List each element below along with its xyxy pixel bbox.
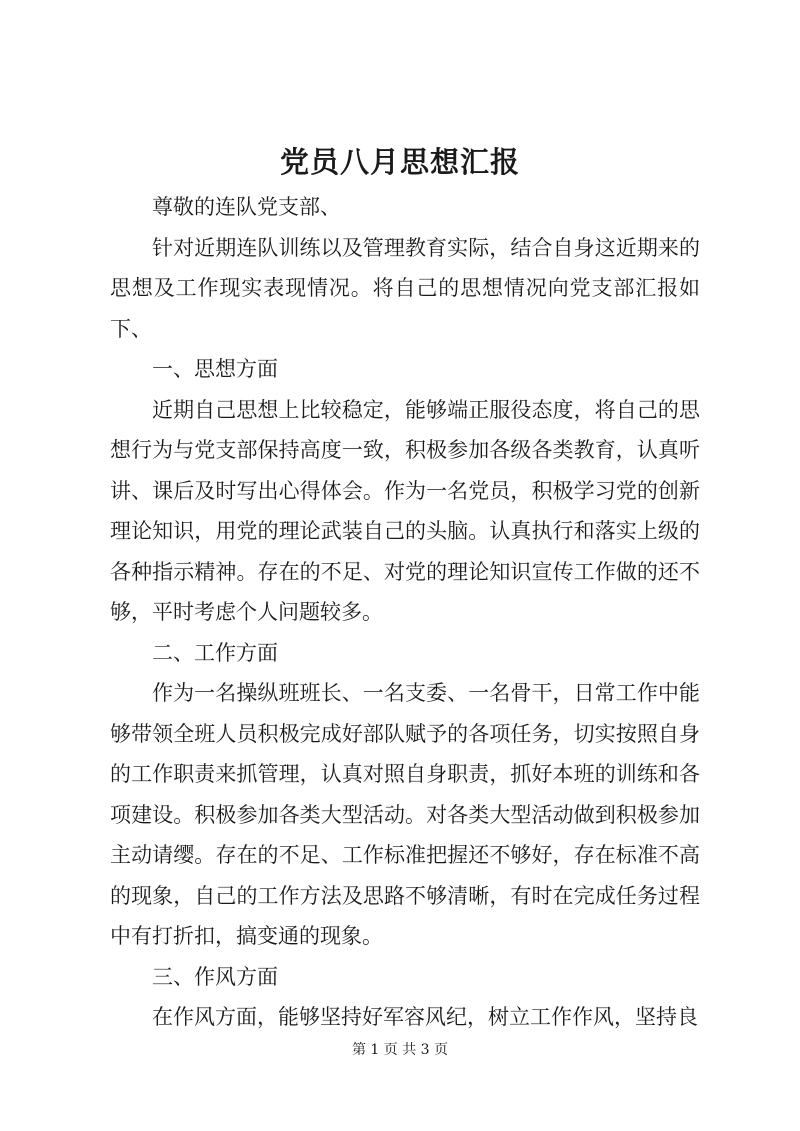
intro-paragraph: 针对近期连队训练以及管理教育实际，结合自身这近期来的思想及工作现实表现情况。将自己的思想情况向党支部汇报如下、 — [110, 235, 700, 341]
style-paragraph: 在作风方面，能够坚持好军容风纪，树立工作作风，坚持良 — [152, 1005, 698, 1029]
page-number-footer: 第 1 页 共 3 页 — [351, 1042, 449, 1058]
salutation: 尊敬的连队党支部、 — [152, 195, 341, 219]
work-paragraph: 作为一名操纵班班长、一名支委、一名骨干，日常工作中能够带领全班人员积极完成好部队赋予的各项任务，切实按照自身的工作职责来抓管理，认真对照自身职责，抓好本班的训练和各项建设。积极参加各类大型活动。对各类大型活动做到积极参加主动请缨。存在的不足、工作标准把握还不够好，存在标准不高的现象，自己的工作方法及思路不够清晰，有时在完成任务过程中有打折扣，搞变通的现象。 — [110, 681, 700, 948]
section-heading-thought: 一、思想方面 — [152, 357, 278, 381]
section-heading-work: 二、工作方面 — [152, 640, 278, 665]
thought-paragraph: 近期自己思想上比较稳定，能够端正服役态度，将自己的思想行为与党支部保持高度一致，积极参加各级各类教育，认真听讲、课后及时写出心得体会。作为一名党员，积极学习党的创新理论知识，用党的理论武装自己的头脑。认真执行和落实上级的各种指示精神。存在的不足、对党的理论知识宣传工作做的还不够，平时考虑个人问题较多。 — [110, 397, 700, 624]
section-heading-style: 三、作风方面 — [152, 964, 278, 989]
document-body — [110, 187, 700, 1038]
document-title: 党员八月思想汇报 — [279, 145, 520, 179]
